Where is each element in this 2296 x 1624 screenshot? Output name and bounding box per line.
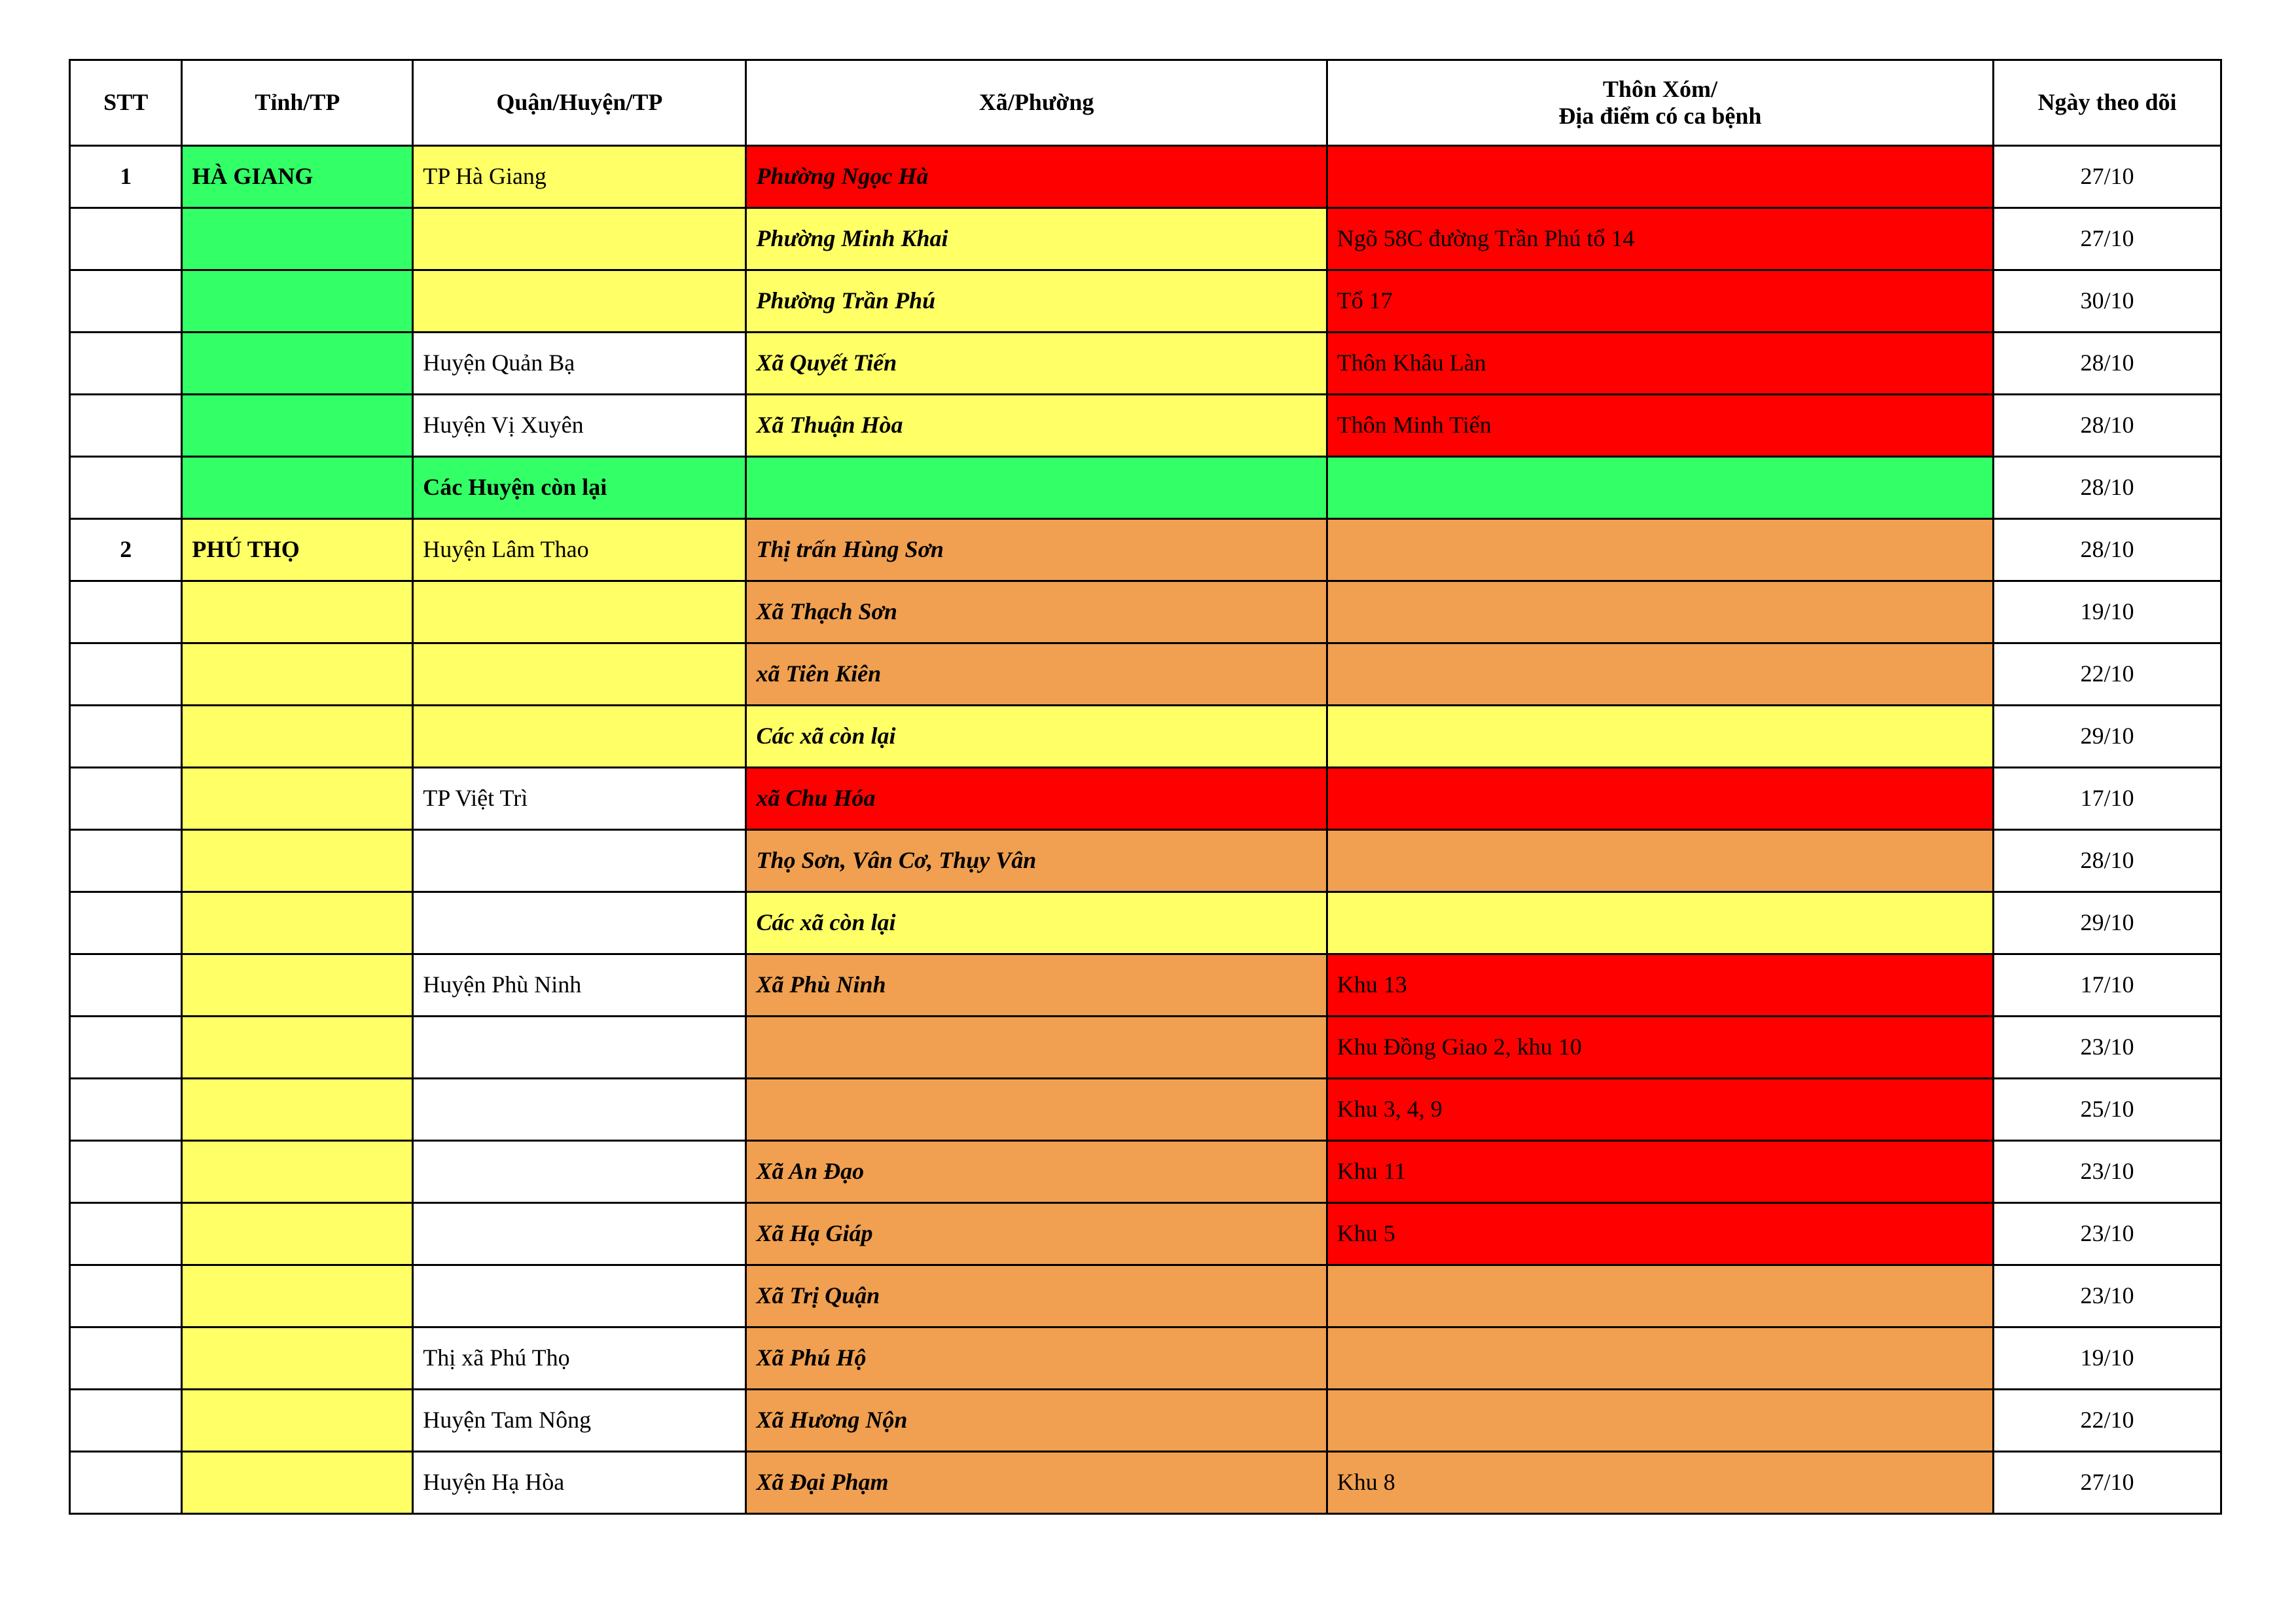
cell-province: HÀ GIANG xyxy=(182,146,413,208)
cell-date: 28/10 xyxy=(1994,830,2221,892)
cell-stt xyxy=(70,581,182,643)
cell-district: TP Hà Giang xyxy=(413,146,746,208)
cell-ward: Xã Trị Quận xyxy=(746,1265,1327,1327)
cell-ward: Xã Thuận Hòa xyxy=(746,395,1327,457)
cell-stt xyxy=(70,1452,182,1514)
cell-place: Khu 8 xyxy=(1327,1452,1993,1514)
cell-stt xyxy=(70,1203,182,1265)
cell-place xyxy=(1327,1265,1993,1327)
cell-place: Khu 3, 4, 9 xyxy=(1327,1079,1993,1141)
table-row xyxy=(70,1265,2221,1327)
table-row xyxy=(70,830,2221,892)
header-date xyxy=(1994,60,2221,146)
header-place-line1: Thôn Xóm/ xyxy=(1602,75,1717,102)
cell-province xyxy=(182,395,413,457)
header-place xyxy=(1327,60,1993,146)
cell-date: 22/10 xyxy=(1994,643,2221,706)
cell-ward: Xã Hạ Giáp xyxy=(746,1203,1327,1265)
cell-ward xyxy=(746,1079,1327,1141)
cell-district: Huyện Quản Bạ xyxy=(413,333,746,395)
cell-stt xyxy=(70,1390,182,1452)
table-row xyxy=(70,954,2221,1017)
cell-stt xyxy=(70,1141,182,1203)
cell-stt xyxy=(70,1265,182,1327)
cell-district xyxy=(413,270,746,333)
cell-place xyxy=(1327,457,1993,519)
cell-place xyxy=(1327,1390,1993,1452)
cell-province xyxy=(182,830,413,892)
cell-stt xyxy=(70,333,182,395)
cell-stt xyxy=(70,643,182,706)
cell-ward: Phường Minh Khai xyxy=(746,208,1327,270)
cell-ward: Xã Phù Ninh xyxy=(746,954,1327,1017)
cell-province xyxy=(182,1390,413,1452)
cell-stt xyxy=(70,830,182,892)
cell-place xyxy=(1327,706,1993,768)
cell-district xyxy=(413,1203,746,1265)
cell-district xyxy=(413,706,746,768)
cell-district xyxy=(413,1265,746,1327)
cell-date: 23/10 xyxy=(1994,1017,2221,1079)
cell-date: 30/10 xyxy=(1994,270,2221,333)
cell-province xyxy=(182,1327,413,1390)
header-ward xyxy=(746,60,1327,146)
table-row xyxy=(70,892,2221,954)
cell-ward: Xã Phú Hộ xyxy=(746,1327,1327,1390)
cell-ward: Phường Ngọc Hà xyxy=(746,146,1327,208)
table-row xyxy=(70,208,2221,270)
cell-stt xyxy=(70,208,182,270)
cell-province xyxy=(182,270,413,333)
table-row xyxy=(70,395,2221,457)
header-province-line1: Tỉnh/TP xyxy=(255,89,340,116)
cell-place xyxy=(1327,643,1993,706)
cell-province xyxy=(182,954,413,1017)
cell-district: Huyện Vị Xuyên xyxy=(413,395,746,457)
cell-district xyxy=(413,581,746,643)
cell-district: Huyện Phù Ninh xyxy=(413,954,746,1017)
cell-ward: Xã Hương Nộn xyxy=(746,1390,1327,1452)
cell-district xyxy=(413,208,746,270)
header-row xyxy=(70,60,2221,146)
header-place-line2: Địa điểm có ca bệnh xyxy=(1558,103,1762,129)
epidemic-zone-table xyxy=(69,59,2222,1515)
cell-ward: Các xã còn lại xyxy=(746,892,1327,954)
table-row xyxy=(70,581,2221,643)
cell-place: Ngõ 58C đường Trần Phú tổ 14 xyxy=(1327,208,1993,270)
cell-province xyxy=(182,1265,413,1327)
cell-date: 28/10 xyxy=(1994,395,2221,457)
cell-date: 27/10 xyxy=(1994,1452,2221,1514)
table-row xyxy=(70,1141,2221,1203)
cell-date: 22/10 xyxy=(1994,1390,2221,1452)
table-row xyxy=(70,1079,2221,1141)
cell-district: TP Việt Trì xyxy=(413,768,746,830)
cell-district: Huyện Tam Nông xyxy=(413,1390,746,1452)
cell-date: 23/10 xyxy=(1994,1265,2221,1327)
cell-ward: Xã Thạch Sơn xyxy=(746,581,1327,643)
cell-ward: Xã Đại Phạm xyxy=(746,1452,1327,1514)
cell-stt xyxy=(70,1017,182,1079)
cell-province xyxy=(182,333,413,395)
cell-ward: Phường Trần Phú xyxy=(746,270,1327,333)
cell-date: 28/10 xyxy=(1994,519,2221,581)
cell-date: 17/10 xyxy=(1994,954,2221,1017)
cell-province xyxy=(182,1079,413,1141)
cell-date: 23/10 xyxy=(1994,1141,2221,1203)
cell-ward xyxy=(746,1017,1327,1079)
cell-date: 27/10 xyxy=(1994,146,2221,208)
cell-district xyxy=(413,892,746,954)
cell-ward: xã Tiên Kiên xyxy=(746,643,1327,706)
cell-place xyxy=(1327,892,1993,954)
cell-stt: 2 xyxy=(70,519,182,581)
cell-province xyxy=(182,1017,413,1079)
cell-ward: xã Chu Hóa xyxy=(746,768,1327,830)
cell-district xyxy=(413,1141,746,1203)
table-row xyxy=(70,146,2221,208)
header-stt xyxy=(70,60,182,146)
cell-place xyxy=(1327,519,1993,581)
cell-province xyxy=(182,581,413,643)
cell-ward: Thọ Sơn, Vân Cơ, Thụy Vân xyxy=(746,830,1327,892)
cell-date: 29/10 xyxy=(1994,706,2221,768)
header-district xyxy=(413,60,746,146)
cell-province xyxy=(182,208,413,270)
cell-stt xyxy=(70,892,182,954)
cell-stt xyxy=(70,768,182,830)
cell-stt xyxy=(70,270,182,333)
cell-place xyxy=(1327,768,1993,830)
table-row xyxy=(70,457,2221,519)
table-row xyxy=(70,768,2221,830)
cell-ward: Các xã còn lại xyxy=(746,706,1327,768)
table-row xyxy=(70,643,2221,706)
cell-date: 23/10 xyxy=(1994,1203,2221,1265)
cell-stt xyxy=(70,1079,182,1141)
cell-province xyxy=(182,1141,413,1203)
cell-district: Huyện Hạ Hòa xyxy=(413,1452,746,1514)
cell-date: 19/10 xyxy=(1994,581,2221,643)
header-province xyxy=(182,60,413,146)
cell-province xyxy=(182,1203,413,1265)
cell-stt xyxy=(70,706,182,768)
cell-province xyxy=(182,643,413,706)
cell-district: Thị xã Phú Thọ xyxy=(413,1327,746,1390)
cell-district xyxy=(413,1079,746,1141)
cell-place: Khu 11 xyxy=(1327,1141,1993,1203)
table-row xyxy=(70,270,2221,333)
table-header xyxy=(70,60,2221,146)
cell-stt: 1 xyxy=(70,146,182,208)
cell-place xyxy=(1327,830,1993,892)
cell-stt xyxy=(70,954,182,1017)
table-row xyxy=(70,1017,2221,1079)
cell-district: Các Huyện còn lại xyxy=(413,457,746,519)
cell-place: Khu Đồng Giao 2, khu 10 xyxy=(1327,1017,1993,1079)
header-date-line1: Ngày theo dõi xyxy=(2037,89,2177,116)
cell-district: Huyện Lâm Thao xyxy=(413,519,746,581)
cell-place: Khu 13 xyxy=(1327,954,1993,1017)
cell-ward: Thị trấn Hùng Sơn xyxy=(746,519,1327,581)
header-stt-line1: STT xyxy=(103,89,149,116)
table-row xyxy=(70,706,2221,768)
cell-date: 17/10 xyxy=(1994,768,2221,830)
header-ward-line1: Xã/Phường xyxy=(978,89,1094,116)
cell-date: 25/10 xyxy=(1994,1079,2221,1141)
cell-place: Tổ 17 xyxy=(1327,270,1993,333)
cell-date: 29/10 xyxy=(1994,892,2221,954)
cell-province: PHÚ THỌ xyxy=(182,519,413,581)
cell-date: 19/10 xyxy=(1994,1327,2221,1390)
cell-ward: Xã An Đạo xyxy=(746,1141,1327,1203)
cell-date: 28/10 xyxy=(1994,457,2221,519)
cell-province xyxy=(182,457,413,519)
header-district-line1: Quận/Huyện/TP xyxy=(496,89,663,116)
cell-province xyxy=(182,1452,413,1514)
cell-district xyxy=(413,830,746,892)
table-row xyxy=(70,1452,2221,1514)
cell-district xyxy=(413,643,746,706)
cell-province xyxy=(182,892,413,954)
cell-place xyxy=(1327,1327,1993,1390)
cell-district xyxy=(413,1017,746,1079)
table-body xyxy=(70,146,2221,1514)
cell-place xyxy=(1327,581,1993,643)
cell-province xyxy=(182,706,413,768)
cell-ward xyxy=(746,457,1327,519)
table-row xyxy=(70,1327,2221,1390)
cell-stt xyxy=(70,457,182,519)
cell-place: Khu 5 xyxy=(1327,1203,1993,1265)
cell-place xyxy=(1327,146,1993,208)
cell-stt xyxy=(70,1327,182,1390)
cell-date: 27/10 xyxy=(1994,208,2221,270)
cell-province xyxy=(182,768,413,830)
cell-date: 28/10 xyxy=(1994,333,2221,395)
table-row xyxy=(70,519,2221,581)
cell-stt xyxy=(70,395,182,457)
table-row xyxy=(70,333,2221,395)
table-row xyxy=(70,1390,2221,1452)
cell-ward: Xã Quyết Tiến xyxy=(746,333,1327,395)
table-row xyxy=(70,1203,2221,1265)
cell-place: Thôn Minh Tiến xyxy=(1327,395,1993,457)
cell-place: Thôn Khâu Làn xyxy=(1327,333,1993,395)
